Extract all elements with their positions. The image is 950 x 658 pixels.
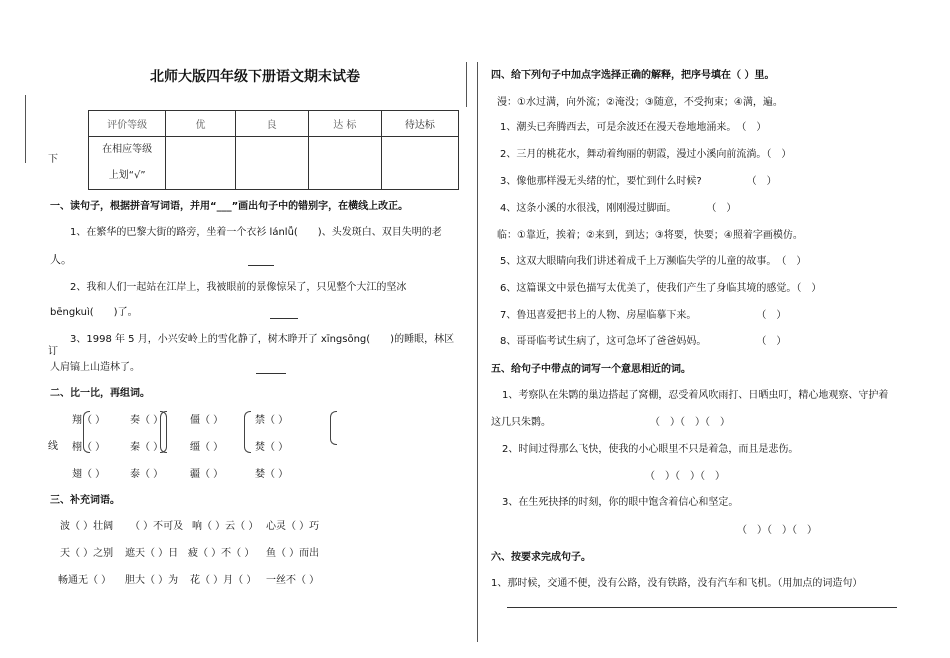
- compare-r1-c1: 秦（ ）: [130, 442, 164, 453]
- binding-line-right: [477, 62, 478, 642]
- sec5-q1-line1: 1、考察队在朱鹮的巢边搭起了窝棚，忍受着风吹雨打、日晒虫叮，精心地观察、守护着: [502, 390, 889, 401]
- compare-r1-c0: 栩（ ）: [72, 442, 106, 453]
- section6-heading: 六、按要求完成句子。: [491, 552, 591, 563]
- compare-r0-c3: 禁（ ）: [255, 415, 289, 426]
- sec5-q2-answer[interactable]: （ ）（ ）（ ）: [645, 471, 725, 482]
- compare-r0-c2: 僵（ ）: [190, 415, 224, 426]
- idiom-r1-c0: 天（ ）之别: [60, 548, 114, 559]
- idiom-r2-c1: 胆大（ ）为: [125, 575, 179, 586]
- section5-heading: 五、给句子中带点的词写一个意思相近的词。: [491, 364, 691, 375]
- margin-char-xia: 下: [48, 154, 58, 165]
- grade-row-label-2: 上划“√”: [108, 170, 146, 181]
- sec4-q3: 3、像他那样漫无头绪的忙，要忙到什么时候? （ ）: [500, 176, 777, 187]
- section3-heading: 三、补充词语。: [50, 495, 120, 506]
- compare-r2-c1: 泰（ ）: [130, 469, 164, 480]
- compare-r2-c3: 婪（ ）: [255, 469, 289, 480]
- sec1-q2-line1: 2、我和人们一起站在江岸上，我被眼前的景像惊呆了，只见整个大江的坚冰: [70, 282, 407, 293]
- sec5-q1-answer[interactable]: （ ）（ ）（ ）: [650, 417, 730, 428]
- compare-r2-c0: 翅（ ）: [72, 469, 106, 480]
- idiom-r1-c3: 鱼（ ）而出: [266, 548, 320, 559]
- sec4-q6: 6、这篇课文中景色描写太优美了，使我们产生了身临其境的感觉。（ ）: [500, 283, 822, 294]
- sec4-q4: 4、这条小溪的水很浅，刚刚漫过脚面。 （ ）: [500, 203, 737, 214]
- compare-r0-c1: 奏（ ）: [130, 415, 164, 426]
- binding-line-mid: [466, 62, 467, 107]
- sec4-q5: 5、这双大眼睛向我们讲述着成千上万濒临失学的儿童的故事。 （ ）: [500, 256, 807, 267]
- idiom-r1-c1: 遮天（ ）日: [125, 548, 179, 559]
- sec5-q3-answer[interactable]: （ ）（ ）（ ）: [737, 525, 817, 536]
- brace-left-1: [83, 411, 90, 453]
- sec1-q2-line2: bēngkuì( )了。: [50, 307, 138, 318]
- compare-r0-c0: 翔（ ）: [72, 415, 106, 426]
- idiom-r0-c1: （ ）不可及: [130, 521, 184, 532]
- binding-line-left: [25, 95, 26, 163]
- grade-header-excellent: 优: [166, 111, 235, 137]
- sec4-q2: 2、三月的桃花水，舞动着绚丽的朝霞，漫过小溪向前流淌。（ ）: [500, 149, 792, 160]
- sec5-q1-line2: 这几只朱鹮。: [491, 417, 551, 428]
- grade-cell-excellent[interactable]: [166, 137, 235, 190]
- grade-row-label: [89, 137, 166, 190]
- grade-cell-good[interactable]: [235, 137, 308, 190]
- section4-heading: 四、给下列句子中加点字选择正确的解释，把序号填在（ ）里。: [491, 70, 775, 81]
- sec5-q3: 3、在生死抉择的时刻，你的眼中饱含着信心和坚定。: [502, 497, 739, 508]
- idiom-r0-c0: 波（ ）壮阔: [60, 521, 114, 532]
- sec1-q2-answer-line[interactable]: [270, 318, 298, 319]
- brace-right-2: [160, 411, 167, 453]
- sec1-q3-line2: 人肩镐上山造林了。: [50, 362, 140, 373]
- sec1-q3-line1: 3、1998 年 5 月，小兴安岭上的雪化静了，树木睁开了 xīngsōng( )的睡眼，林区: [70, 334, 455, 345]
- idiom-r1-c2: 疲（ ）不（ ）: [188, 548, 255, 559]
- idiom-r2-c0: 畅通无（ ）: [58, 575, 112, 586]
- sec4-q7: 7、鲁迅喜爱把书上的人物、房屋临摹下来。 （ ）: [500, 310, 787, 321]
- sec1-q3-answer-line[interactable]: [256, 373, 286, 374]
- brace-left-3: [244, 411, 251, 453]
- page-title: 北师大版四年级下册语文期末试卷: [150, 69, 360, 85]
- sec4-lin-definition: 临：①靠近，挨着；②来到，到达；③将要，快要；④照着字画模仿。: [497, 230, 803, 241]
- sec1-q1-line2: 人。: [50, 253, 72, 266]
- margin-char-xian: 线: [48, 441, 58, 452]
- sec1-q1-answer-line[interactable]: [248, 265, 274, 266]
- section1-heading: 一、读句子，根据拼音写词语，并用“___”画出句子中的错别字，在横线上改正。: [50, 201, 409, 212]
- margin-char-ding: 订: [48, 346, 58, 357]
- compare-r2-c2: 疆（ ）: [190, 469, 224, 480]
- idiom-r0-c2: 响（ ）云（ ）: [192, 521, 259, 532]
- sec4-man-definition: 漫：①水过满，向外流；②淹没；③随意，不受拘束；④满，遍。: [497, 97, 783, 108]
- sec4-q1: 1、潮头已奔腾西去，可是余波还在漫天卷地地涌来。 （ ）: [500, 122, 767, 133]
- grade-header-level: 评价等级: [89, 111, 166, 137]
- idiom-r2-c2: 花（ ）月（ ）: [190, 575, 257, 586]
- grade-table: [88, 110, 459, 190]
- sec4-q8: 8、哥哥临考试生病了，这可急坏了爸爸妈妈。 （ ）: [500, 336, 787, 347]
- sec1-q1-line1: 1、在繁华的巴黎大街的路旁，坐着一个衣衫 lánlǚ( )、头发斑白、双目失明的老: [70, 227, 442, 238]
- sec5-q2: 2、时间过得那么飞快，使我的小心眼里不只是着急，而且是悲伤。: [502, 444, 799, 455]
- sec6-q1-answer-line[interactable]: [507, 607, 897, 608]
- grade-header-good: 良: [235, 111, 308, 137]
- section2-heading: 二、比一比，再组词。: [50, 388, 150, 399]
- brace-left-4: [330, 411, 337, 445]
- grade-cell-pass[interactable]: [308, 137, 381, 190]
- idiom-r2-c3: 一丝不（ ）: [266, 575, 320, 586]
- idiom-r0-c3: 心灵（ ）巧: [266, 521, 320, 532]
- grade-row-label-1: 在相应等级: [102, 144, 153, 155]
- grade-header-pending: 待达标: [381, 111, 458, 137]
- compare-r1-c3: 焚（ ）: [255, 442, 289, 453]
- grade-header-pass: 达 标: [308, 111, 381, 137]
- compare-r1-c2: 缰（ ）: [190, 442, 224, 453]
- sec6-q1: 1、那时候，交通不便，没有公路，没有铁路，没有汽车和飞机。（用加点的词造句）: [491, 578, 863, 589]
- grade-cell-pending[interactable]: [381, 137, 458, 190]
